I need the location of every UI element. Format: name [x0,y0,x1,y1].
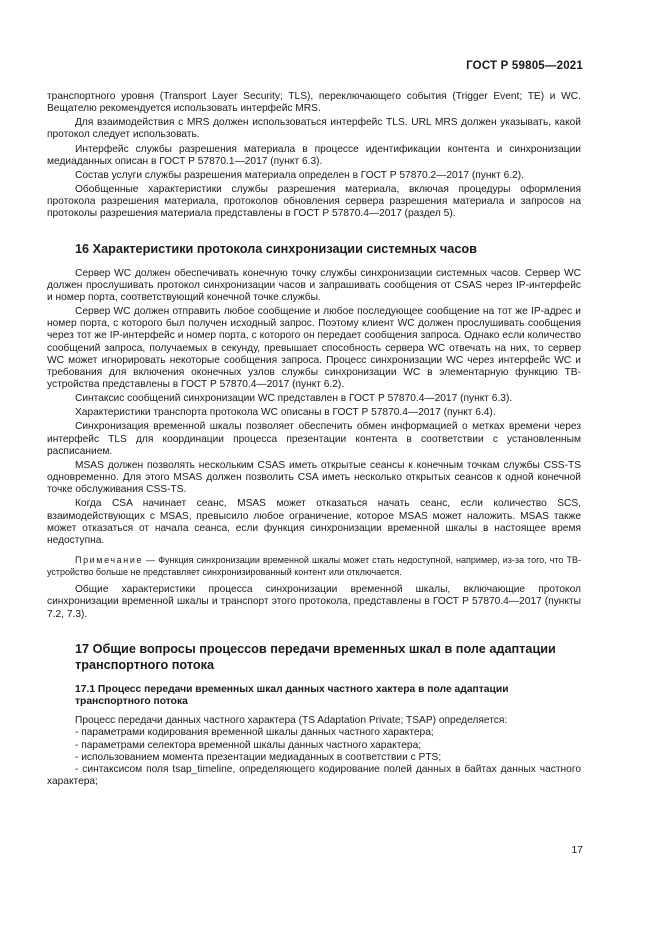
section-16-paragraph: MSAS должен позволять нескольким CSAS иметь открытые сеансы к конечным точкам службы CSS-TS одновременно. Для этого MSAS должен позволить CSA иметь несколько открытых сеансов к одной конечной точке обслуживания CSS-TS. [47,459,581,496]
section-16-paragraph: Синтаксис сообщений синхронизации WC представлен в ГОСТ Р 57870.4—2017 (пункт 6.3). [75,393,513,405]
intro-paragraph: Состав услуги службы разрешения материала определен в ГОСТ Р 57870.2—2017 (пункт 6.2). [75,169,524,181]
list-item: - параметрами селектора временной шкалы данных частного характера; [75,739,422,751]
section-16-paragraph: Сервер WC должен обеспечивать конечную точку службы синхронизации системных часов. Сервер WC должен прослушивать протокол синхронизации часов и запрашивать сообщения от CSAS через IP-интерфейс и номер порта, соответствующий конечной точке службы. [47,267,581,303]
section-17-title: 17 Общие вопросы процессов передачи временных шкал в поле адаптации транспортного потока [75,641,556,672]
list-item: - синтаксисом поля tsap_timeline, определяющего кодирование полей данных в байтах данных частного характера; [47,763,581,788]
note-label: Примечание [75,555,144,565]
section-16-paragraph: Когда CSA начинает сеанс, MSAS может отказаться начать сеанс, если количество SCS, взаимодействующих с MSAS, превысило любое ограничение, которое MSAS может наложить. MSAS также может отказаться от начала сеанса, если функция синхронизации временной шкалы в настоящее время недоступна. [47,498,581,546]
note [47,555,581,578]
page-content [47,91,581,788]
intro-paragraph: Для взаимодействия с MRS должен использоваться интерфейс TLS. URL MRS должен указывать, какой протокол следует использовать. [47,117,581,141]
intro-paragraph: Обобщенные характеристики службы разрешения материала, включая процедуры оформления протокола разрешения материала, протоколов обновления сервера разрешения материала и запросов на протоколы разрешения материала представлены в ГОСТ Р 57870.4—2017 (раздел 5). [47,184,581,220]
spacer [47,708,581,715]
list-item: - параметрами кодирования временной шкалы данных частного характера; [75,727,434,739]
standard-header: ГОСТ Р 59805—2021 [466,60,583,72]
section-16-paragraph: Характеристики транспорта протокола WC описаны в ГОСТ Р 57870.4—2017 (пункт 6.4). [75,407,496,419]
spacer [47,623,581,641]
list-item: - использованием момента презентации медиаданных в соответствии с PTS; [75,751,442,763]
page-number: 17 [571,844,583,856]
intro-paragraph: транспортного уровня (Transport Layer Security; TLS), переключающего события (Trigger Event; TE) и WC. Вещателю рекомендуется использовать интерфейс MRS. [47,91,581,115]
spacer [47,223,581,241]
section-16-paragraph: Синхронизация временной шкалы позволяет обеспечить обмен информацией о метках времени через интерфейс TLS для координации процесса презентации контента в соответствии с установленным расписанием. [47,421,581,457]
spacer [47,673,581,684]
section-16-closing: Общие характеристики процесса синхронизации временной шкалы, включающие протокол синхронизации временной шкалы и транспорт этого протокола, представлены в ГОСТ Р 57870.4—2017 (пункты 7.2, 7.3). [47,584,581,620]
note-text: — Функция синхронизации временной шкалы может стать недоступной, например, из-за того, что ТВ-устройство больше не представляет синхронизированный контент или отключается. [47,555,581,577]
spacer [47,257,581,268]
section-16-paragraph: Сервер WC должен отправить любое сообщение и любое последующее сообщение на тот же IP-адрес и номер порта, с которого был получен исходный запрос. Поэтому клиент WC должен прослушивать сообщения через тот же IP-интерфейс и номер порта, с которого он передает сообщения запроса. Однако если количество сообщений запроса, получаемых в секунду, превышает способность сервера WC отвечать на них, то сервер WC может игнорировать некоторые сообщения запроса. Процесс синхронизации WC через интерфейс WC и требования для включения оконечных узлов службы синхронизации WC в элементарную функцию ТВ-устройства представлены в ГОСТ Р 57870.4—2017 (пункт 6.2). [47,306,581,390]
section-17-lead: Процесс передачи данных частного характера (TS Adaptation Private; TSAP) определяется: [75,715,508,727]
section-16-title: 16 Характеристики протокола синхронизации системных часов [75,241,477,256]
subsection-17-1-title: 17.1 Процесс передачи временных шкал данных частного хактера в поле адаптации транспортного потока [75,683,509,707]
intro-paragraph: Интерфейс службы разрешения материала в процессе идентификации контента и синхронизации медиаданных описан в ГОСТ Р 57870.1—2017 (пункт 6.3). [47,143,581,167]
